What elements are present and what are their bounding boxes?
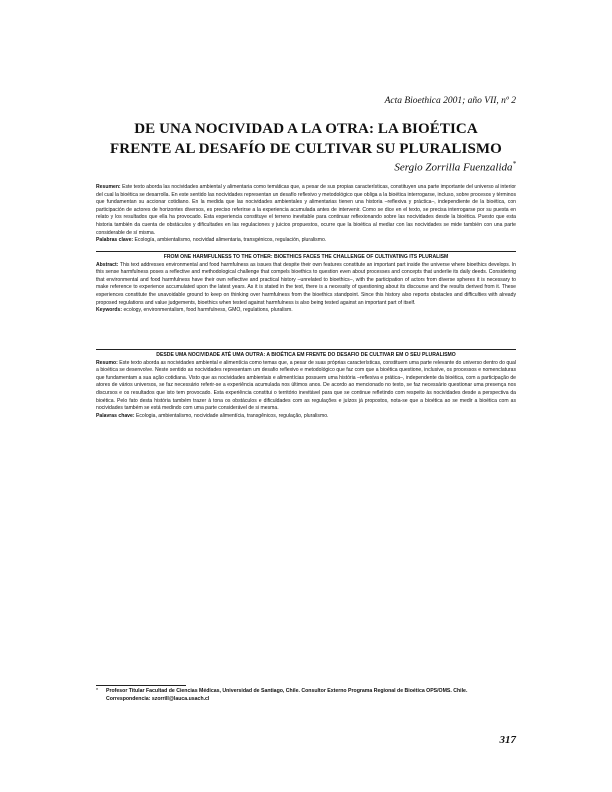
author-text: Sergio Zorrilla Fuenzalida	[394, 161, 513, 174]
portuguese-keywords	[96, 413, 516, 421]
footnote-affiliation: Profesor Titular Facultad de Ciencias Médicas, Universidad de Santiago, Chile. Consultor Externo Programa Regional de Bioética OPS/OMS. Chile.	[106, 688, 468, 694]
english-heading: FROM ONE HARMFULNESS TO THE OTHER: BIOETHICS FACES THE CHALLENGE OF CULTIVATING ITS PLURALISM	[163, 254, 449, 260]
correspondence-email[interactable]: szorrill@lauca.usach.cl	[151, 695, 210, 702]
article-title	[96, 119, 516, 159]
english-keywords-label: Keywords:	[96, 307, 123, 314]
english-abstract-label: Abstract:	[96, 261, 119, 268]
portuguese-abstract	[96, 352, 516, 420]
spanish-keywords-body: Ecología, ambientalismo, nocividad alimentaria, transgénicos, regulación, pluralismo.	[134, 237, 327, 244]
divider	[96, 349, 516, 350]
portuguese-abstract-label: Resumo:	[96, 359, 118, 366]
english-abstract-text	[96, 262, 516, 308]
footnote-divider	[96, 685, 186, 686]
english-keywords	[96, 307, 516, 315]
english-abstract	[96, 254, 516, 315]
title-line-2: FRENTE AL DESAFÍO DE CULTIVAR SU PLURALISMO	[110, 141, 502, 157]
portuguese-abstract-body: Este texto aborda as nocividades ambiental e alimentícia como temas que, a pesar de suas próprias características, constituem uma parte relevante do universo dentro do qual a bioética se desenvolve. Neste sentido as nocividades representam um desafio reflexivo e metodológico que faz com que a bioética questione, inclusive, os processos e nomenclaturas que fundamentam a sua ação cotidiana. Visto que as nocividades ambientais e alimentícias possuem uma história –reflexiva e prática–, independente da bioética, com a participação de atores de vários universos, se faz necessário referir-se a experiência acumulada nos últimos anos. De acordo ao mencionado no texto, se faz necessário questionar uma presença nos discursos e os resultados que isto tem provocado. Esta experiência constitui o território inevitável para que se continue refletindo com respeito às nocividades desde a perspectiva da bioética. Pelo fato desta história também trazer à tona os obstáculos e dificuldades com as regulações e juízos já propostos, nota-se que a bioética ao se medir a bioética com as nocividades também se está medindo com uma parte considerável de si mesma.	[96, 359, 516, 412]
spanish-abstract-body: Este texto aborda las nocividades ambiental y alimentaria como temáticas que, a pesar de sus propias características, constituyen una parte importante del universo al interior del cual la bioética se desarrolla. En este sentido las nocividades representan un desafío reflexivo y metodológico que obliga a la bioética interrogarse, incluso, sobre procesos y términos que fundamentan su accionar cotidiano. En la medida que las nocividades ambientales y alimentarias tienen una historia –reflexiva y práctica–, independiente de la bioética, con participación de actores de horizontes diversos, es preciso referirse a la experiencia acumulada antes de intervenir. Como se dice en el texto, se precisa interrogarse por su puesta en relato y los resultados que ella ha provocado. Esta experiencia constituye el terreno inevitable para continuar reflexionando sobre las nocividades desde la bioética. Puesto que esta historia también da cuenta de obstáculos y dificultades en las regulaciones y juicios propuestos, ocurre que la bioética al mediar con las nocividades se mide también con una parte considerable de sí misma.	[96, 184, 516, 236]
author-name	[394, 160, 516, 174]
divider	[96, 251, 516, 252]
portuguese-heading: DESDE UMA NOCIVIDADE ATÉ UMA OUTRA: A BIOÉTICA EM FRENTE DO DESAFIO DE CULTIVAR EM O SEU PLURALISMO	[156, 352, 456, 358]
portuguese-abstract-text	[96, 360, 516, 413]
author-footnote-mark: *	[512, 160, 516, 168]
journal-reference: Acta Bioethica 2001; año VII, nº 2	[384, 96, 516, 106]
author-footnote	[96, 688, 516, 704]
spanish-abstract-label: Resumen:	[96, 184, 121, 190]
spanish-keywords-label: Palabras clave:	[96, 237, 134, 244]
portuguese-keywords-label: Palavras chave:	[96, 412, 135, 419]
portuguese-keywords-body: Ecologia, ambientalismo, nocividade alimentícia, transgênicos, regulação, pluralismo.	[135, 412, 329, 419]
footnote-correspondence	[106, 696, 516, 704]
title-line-1: DE UNA NOCIVIDAD A LA OTRA: LA BIOÉTICA	[134, 121, 478, 137]
english-abstract-body: This text addresses environmental and food harmfulness as issues that despite their own features constitute an important part inside the universe where bioethics develops. In this sense harmfulness poses a reflective and methodological challenge that compels bioethics to question even about processes and concepts that underlie its daily deeds. Considering that environmental and food harmfulness have their own reflective and practical history –unrelated to bioethics–, with the participation of actors from diverse spheres it is necessary to make reference to experience accumulated upon the latest years. As it is stated in the text, there is a necessity of questioning about its discourse and the results derived from it. These experiences constitute the unavoidable ground to keep on thinking over harmfulness from the bioethics standpoint. Since this history also reports obstacles and difficulties with already proposed regulations and value judgements, bioethics when tested against harmfulness is also being tested against an important part of itself.	[96, 261, 516, 306]
correspondence-label: Correspondencia:	[106, 695, 151, 702]
spanish-keywords	[96, 237, 516, 245]
english-keywords-body: ecology, environmentalism, food harmfulness, GMO, regulations, pluralism.	[123, 307, 293, 314]
spanish-abstract	[96, 184, 516, 245]
spanish-abstract-text	[96, 184, 516, 237]
page-number: 317	[499, 734, 516, 746]
footnote-mark: *	[96, 688, 99, 694]
